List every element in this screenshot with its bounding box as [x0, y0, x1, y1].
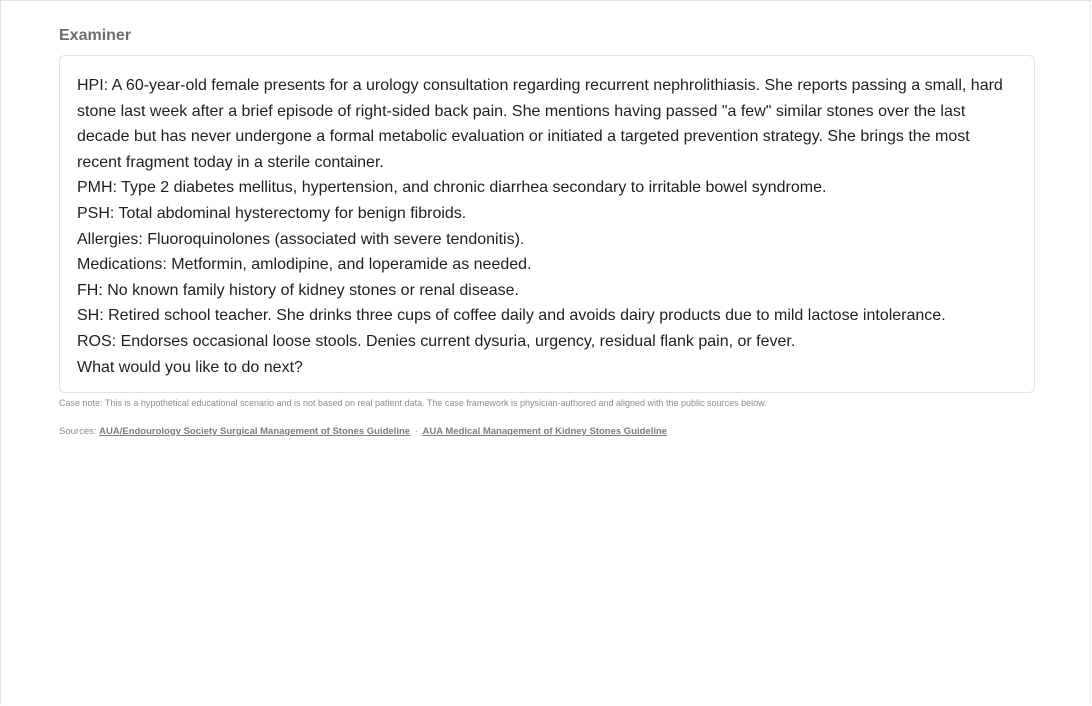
source-link-medical-guideline[interactable]: AUA Medical Management of Kidney Stones Guideline [422, 426, 668, 437]
case-pmh: PMH: Type 2 diabetes mellitus, hypertension, and chronic diarrhea secondary to irritable bowel syndrome. [77, 179, 827, 197]
case-ros: ROS: Endorses occasional loose stools. Denies current dysuria, urgency, residual flank pain, or fever. [77, 332, 796, 350]
case-allergies: Allergies: Fluoroquinolones (associated with severe tendonitis). [77, 230, 525, 248]
case-note: Case note: This is a hypothetical educational scenario and is not based on real patient data. The case framework is physician-authored and aligned with the public sources below. [59, 398, 767, 408]
sources-label: Sources: [59, 426, 97, 437]
sources-line [59, 425, 667, 438]
section-title: Examiner [59, 27, 132, 44]
case-hpi: HPI: A 60-year-old female presents for a urology consultation regarding recurrent nephrolithiasis. She reports passing a small, hard stone last week after a brief episode of right-sided back pain. She mentions having passed "a few" similar stones over the last decade but has never undergone a formal metabolic evaluation or initiated a targeted prevention strategy. She brings the most recent fragment today in a sterile container. [77, 77, 1003, 171]
source-link-surgical-guideline[interactable]: AUA/Endourology Society Surgical Management of Stones Guideline [99, 426, 411, 437]
case-family-history: FH: No known family history of kidney stones or renal disease. [77, 281, 519, 299]
case-medications: Medications: Metformin, amlodipine, and loperamide as needed. [77, 256, 532, 274]
case-presentation-box [59, 55, 1035, 393]
case-social-history: SH: Retired school teacher. She drinks three cups of coffee daily and avoids dairy products due to mild lactose intolerance. [77, 307, 946, 325]
case-prompt: What would you like to do next? [77, 358, 303, 376]
sources-separator: · [414, 426, 418, 437]
case-psh: PSH: Total abdominal hysterectomy for benign fibroids. [77, 204, 467, 222]
